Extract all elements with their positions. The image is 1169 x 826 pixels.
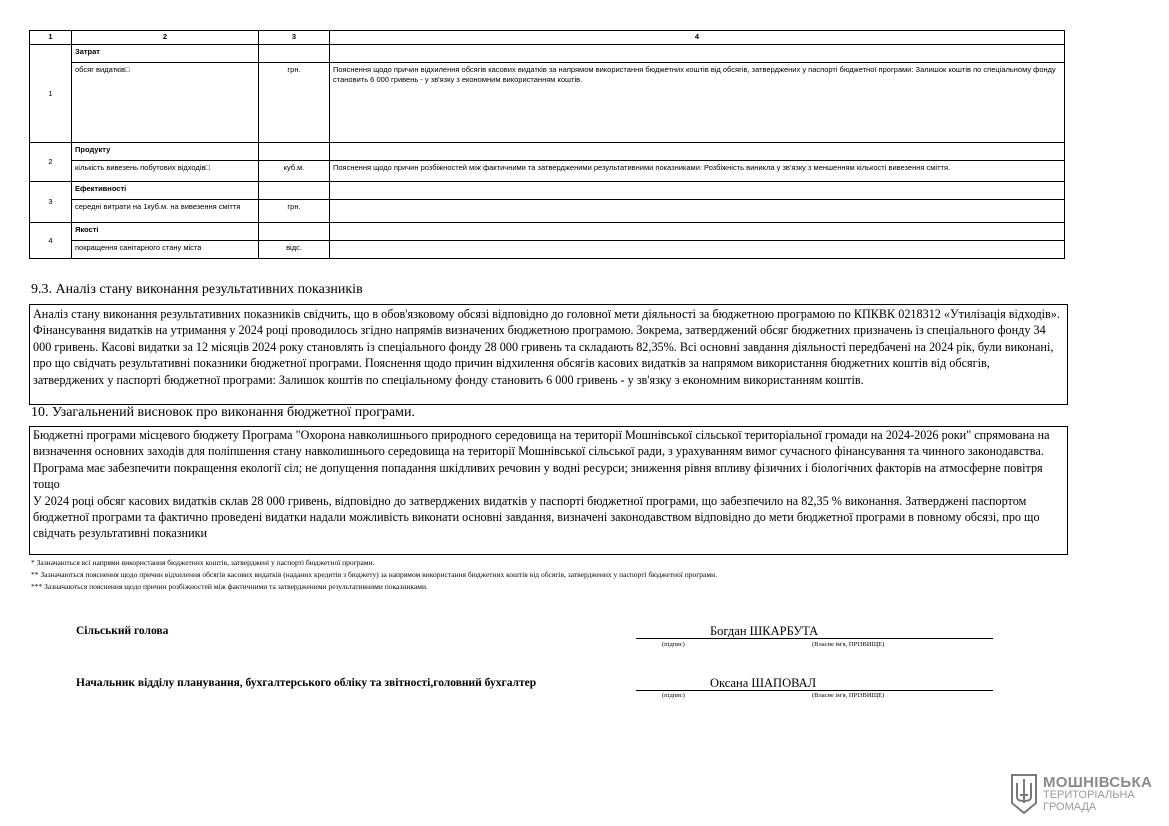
indicator-unit: відс. [259, 241, 330, 259]
indicator-name: середні витрати на 1куб.м. на вивезення сміття [72, 200, 259, 223]
footnote: * Зазначаються всі напрями використання бюджетних коштів, затверджені у паспорті бюджетної програми. [31, 558, 375, 567]
group-row-zatrat [30, 45, 1065, 63]
section-10-title: 10. Узагальнений висновок про виконання бюджетної програми. [31, 405, 415, 420]
indicator-unit: куб.м. [259, 161, 330, 182]
signature-line [636, 638, 993, 639]
section-9-3-text: Аналіз стану виконання результативних показників свідчить, що в обов'язковому обсязі відповідно до головної мети діяльності за бюджетною програмою по КПКВК 0218312 «Утилізація відходів». Фінансування видатків на утримання у 2024 році проводилось згідно напрямів визначених бюджетною програмою. Зокрема, затверджений обсяг бюджетних призначень із спеціального фонду 34 000 гривень. Касові видатки за 12 місяців 2024 року становлять із спеціального фонду 28 000 гривень та складають 82,35%. Всі основні завдання діяльності передбачені на 2024 рік, були виконані, про що свідчать результативні показники бюджетної програми. Пояснення щодо причин відхилення обсягів касових видатків за напрямом використання бюджетних коштів від обсягів, затверджених у паспорті бюджетної програми: Залишок коштів по спеціальному фонду становить 6 000 гривень - у зв'язку з економним використанням коштів. [29, 304, 1068, 405]
section-9-3-title: 9.3. Аналіз стану виконання результативних показників [31, 282, 363, 297]
trident-emblem-icon [1010, 773, 1038, 815]
header-col-1: 1 [30, 31, 72, 45]
row-number: 2 [30, 143, 72, 182]
indicator-explanation [330, 241, 1065, 259]
group-row-produktu [30, 143, 1065, 161]
signature-title-head: Сільський голова [76, 625, 169, 637]
signature-line [636, 690, 993, 691]
row-number: 3 [30, 182, 72, 223]
indicator-unit: грн. [259, 63, 330, 143]
logo-text-lines [1043, 789, 1135, 813]
signature-name-head: Богдан ШКАРБУТА [710, 624, 819, 638]
logo-text-line2: ТЕРИТОРІАЛЬНА [1043, 789, 1135, 801]
logo-text-line1: МОШНІВСЬКА [1043, 774, 1153, 791]
signature-name-accountant: Оксана ШАПОВАЛ [710, 676, 817, 690]
table-row [30, 63, 1065, 143]
indicator-unit: грн. [259, 200, 330, 223]
logo-text-line3: ГРОМАДА [1043, 801, 1097, 813]
indicator-explanation: Пояснення щодо причин розбіжностей між фактичними та затвердженими результативними показниками: Розбіжність виникла у зв'язку з меншенням кількості вивезення сміття. [330, 161, 1065, 182]
indicator-name: обсяг видатків□ [72, 63, 259, 143]
row-number: 4 [30, 223, 72, 259]
table-row [30, 200, 1065, 223]
indicators-table [29, 30, 1065, 259]
signature-caption-sign: (підпис) [662, 692, 685, 699]
section-10-text: Бюджетні програми місцевого бюджету Програма "Охорона навколишнього природного середовища на території Мошнівської сільської територіальної громади на 2024-2026 роки" спрямована на визначення основних заходів для поліпшення стану навколишнього середовища на території Мошнівської сільської ради, з урахуванням вимог сучасного фінансування та чинного законодавства. Програма має забезпечити покращення екології сіл; не допущення попадання шкідливих речовин у водні ресурси; зниження рівня впливу фізичних і біологічних факторів на атмосферне повітря тощо У 2024 році обсяг касових видатків склав 28 000 гривень, відповідно до затверджених видатків у паспорті бюджетної програми, що забезпечило на 82,35 % виконання. Затверджені паспортом бюджетної програми та фактично проведені видатки надали можливість виконати основні завдання, визначені законодавством відповідно до мети бюджетної програми в повному обсязі, про що свідчать результативні показники [29, 426, 1068, 555]
table-row [30, 161, 1065, 182]
indicator-name: кількість вивезень побутових відходів□ [72, 161, 259, 182]
footnote: ** Зазначаються пояснення щодо причин відхилення обсягів касових видатків (наданих кредитів з бюджету) за напрямом використання бюджетних коштів від обсягів, затверджених у паспорті бюджетної програми. [31, 570, 718, 579]
table-header-row [30, 31, 1065, 45]
community-logo [1010, 773, 1153, 815]
group-label: Затрат [75, 47, 100, 56]
group-label: Продукту [75, 145, 111, 154]
header-col-4: 4 [330, 31, 1065, 45]
group-row-efektyvnosti [30, 182, 1065, 200]
signature-caption-sign: (підпис) [662, 641, 685, 648]
footnotes [31, 557, 717, 593]
header-col-2: 2 [72, 31, 259, 45]
indicator-name: покращення санітарного стану міста [72, 241, 259, 259]
group-label: Якості [75, 225, 99, 234]
indicator-explanation [330, 200, 1065, 223]
row-number: 1 [30, 45, 72, 143]
footnote: *** Зазначаються пояснення щодо причин розбіжностей між фактичними та затвердженими результативними показниками. [31, 582, 428, 591]
signature-title-accountant: Начальник відділу планування, бухгалтерського обліку та звітності,головний бухгалтер [76, 677, 537, 689]
signature-caption-name: (Власне ім'я, ПРІЗВИЩЕ) [812, 692, 885, 699]
group-label: Ефективності [75, 184, 127, 193]
table-row [30, 241, 1065, 259]
signature-caption-name: (Власне ім'я, ПРІЗВИЩЕ) [812, 641, 885, 648]
group-row-yakosti [30, 223, 1065, 241]
header-col-3: 3 [259, 31, 330, 45]
indicator-explanation: Пояснення щодо причин відхилення обсягів касових видатків за напрямом використання бюджетних коштів від обсягів, затверджених у паспорті бюджетної програми: Залишок коштів по спеціальному фонду становить 6 000 гривень - у зв'язку з економним використанням коштів. [330, 63, 1065, 143]
